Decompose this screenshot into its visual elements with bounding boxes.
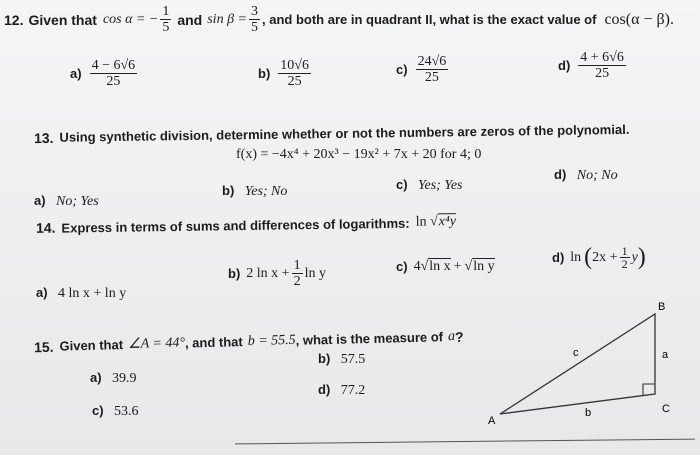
choice-15b[interactable]	[318, 350, 365, 368]
choice-label: b)	[222, 183, 235, 198]
choice-label: d)	[558, 58, 571, 73]
choice-text: No; Yes	[56, 194, 99, 209]
question-number: 13.	[33, 129, 54, 147]
choice-13c[interactable]	[396, 176, 463, 194]
choice-13a[interactable]	[34, 192, 99, 210]
choice-label: b)	[228, 266, 241, 281]
choice-13b[interactable]	[222, 182, 287, 200]
prompt-text: Using synthetic division, determine whether or not the numbers are zeros of the polynomial.	[59, 121, 630, 145]
log-expression: ln √x⁴y	[415, 214, 457, 230]
choice-text: 4	[413, 258, 421, 274]
fraction: $\frac{10√6}{25}$	[280, 58, 309, 89]
choice-text: 53.6	[114, 404, 139, 419]
choice-15c[interactable]	[92, 402, 139, 420]
fraction: $\frac{1}{2}$	[621, 244, 628, 271]
choice-label: b)	[318, 351, 331, 366]
prompt-text: , and both are in quadrant II, what is the exact value of	[262, 12, 597, 27]
math-expression: cos α = −	[102, 11, 159, 27]
choice-14b[interactable]	[228, 258, 326, 289]
choice-label: c)	[92, 403, 104, 418]
prompt-text: ?	[454, 328, 464, 345]
choice-13d[interactable]	[554, 166, 618, 184]
choice-label: a)	[70, 66, 82, 81]
choice-label: d)	[318, 382, 331, 397]
vertex-label-a: A	[488, 415, 496, 427]
math-expression: cos(α − β).	[604, 10, 674, 28]
choice-text: No; No	[576, 168, 618, 183]
choice-label: c)	[396, 259, 408, 274]
question-13-prompt	[34, 122, 630, 146]
choice-text: Yes; No	[244, 184, 288, 199]
prompt-text: , what is the measure of	[295, 329, 444, 348]
choice-label: b)	[258, 66, 271, 81]
prompt-text: Given that	[28, 11, 97, 28]
polynomial-equation: f(x) = −4x⁴ + 20x³ − 19x² + 7x + 20 for 4; 0	[236, 147, 482, 162]
side-label-a: a	[662, 349, 669, 361]
choice-15a[interactable]	[90, 369, 137, 387]
choice-text: 2 ln x +	[246, 265, 290, 281]
fraction: $\frac{24√6}{25}$	[417, 54, 447, 85]
choice-15d[interactable]	[318, 381, 365, 399]
fraction: $\frac{1}{2}$	[293, 258, 301, 289]
prompt-text: and	[177, 11, 203, 28]
choice-label: c)	[396, 177, 408, 192]
radicand: ln y	[473, 259, 495, 274]
choice-text: Yes; Yes	[418, 178, 463, 193]
side-label-c: c	[573, 347, 579, 359]
choice-12b[interactable]	[258, 58, 313, 89]
math-expression: sin β =	[207, 11, 247, 27]
choice-12a[interactable]	[70, 58, 139, 89]
prompt-text: Given that	[59, 337, 124, 354]
prompt-text: Express in terms of sums and differences of logarithms:	[61, 215, 410, 236]
choice-label: a)	[36, 285, 48, 300]
choice-text: 77.2	[340, 383, 366, 398]
choice-text: 57.5	[340, 352, 366, 367]
choice-text: 39.9	[112, 371, 137, 386]
fraction: $\frac{4 - 6√6}{25}$	[91, 58, 136, 89]
choice-text: ln y	[304, 265, 326, 281]
choice-14d[interactable]: d) ln ( 2x + $\frac{1}{2}$ y )	[552, 244, 646, 271]
vertex-label-b: B	[658, 301, 666, 313]
fraction: $\frac{1}{5}$	[162, 4, 170, 35]
radicand: ln x	[429, 259, 451, 274]
question-number: 15.	[33, 338, 54, 355]
fraction: $\frac{4 + 6√6}{25}$	[580, 50, 624, 81]
choice-label: d)	[552, 250, 565, 265]
triangle-shape	[500, 314, 655, 414]
choice-12d[interactable]	[558, 50, 628, 81]
question-number: 14.	[35, 219, 56, 236]
choice-label: d)	[554, 167, 567, 182]
math-expression: b = 55.5	[247, 332, 296, 349]
question-12-prompt	[4, 4, 674, 35]
choice-text: 4 ln x + ln y	[58, 286, 127, 301]
side-label-b: b	[585, 407, 592, 419]
math-expression: ∠A = 44°	[127, 335, 186, 352]
vertex-label-c: C	[662, 403, 670, 415]
choice-label: a)	[34, 193, 46, 208]
question-number: 12.	[4, 11, 24, 28]
choice-label: a)	[90, 370, 102, 385]
fraction: $\frac{3}{5}$	[251, 4, 258, 35]
math-expression: a	[447, 328, 456, 344]
divider-line	[235, 439, 695, 445]
question-15-prompt	[34, 328, 464, 355]
choice-14a[interactable]	[36, 284, 126, 302]
right-triangle-diagram	[480, 300, 695, 430]
choice-text: ln	[570, 249, 582, 265]
prompt-text: , and that	[184, 334, 243, 351]
question-14-prompt	[36, 214, 456, 236]
choice-12c[interactable]	[396, 54, 450, 85]
choice-14c[interactable]: c) 4 √ ln x + √ ln y	[396, 258, 495, 274]
choice-label: c)	[396, 62, 408, 77]
